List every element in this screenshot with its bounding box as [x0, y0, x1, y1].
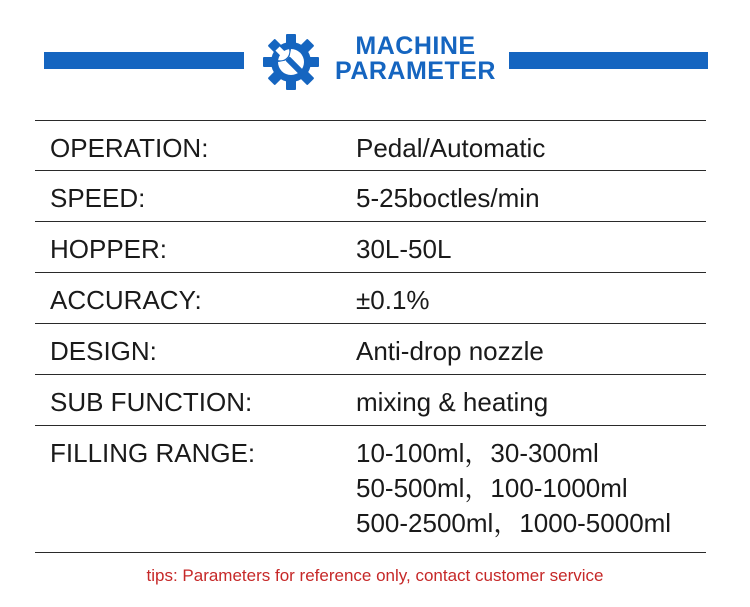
- header: [0, 0, 750, 110]
- param-value: [356, 232, 706, 267]
- param-value: [356, 334, 706, 369]
- param-value-line: Anti-drop nozzle: [356, 336, 544, 366]
- header-bar-right: [509, 52, 708, 69]
- param-label: DESIGN:: [50, 336, 157, 366]
- param-value: [356, 283, 706, 318]
- table-row: [35, 375, 706, 426]
- table-row: [35, 426, 706, 553]
- param-value: [356, 181, 706, 216]
- param-label: FILLING RANGE:: [50, 438, 256, 468]
- param-label: HOPPER:: [50, 234, 168, 264]
- param-value: [356, 436, 706, 541]
- table-row: [35, 324, 706, 375]
- table-row: [35, 273, 706, 324]
- table-row: [35, 171, 706, 222]
- gear-wrench-icon: [262, 33, 320, 91]
- param-label: OPERATION:: [50, 133, 209, 163]
- param-value-line: mixing & heating: [356, 387, 549, 417]
- page-title-line2: PARAMETER: [335, 57, 496, 85]
- table-row: [35, 120, 706, 171]
- page-title-line1: MACHINE: [355, 32, 476, 60]
- param-value-line: ±0.1%: [356, 285, 430, 315]
- param-value: [356, 131, 706, 166]
- table-row: [35, 222, 706, 273]
- param-value-line: 30L-50L: [356, 234, 452, 264]
- param-value: [356, 385, 706, 420]
- param-label: SPEED:: [50, 183, 146, 213]
- header-bar-left: [44, 52, 244, 69]
- parameter-table: [35, 120, 706, 553]
- param-value-line: 50-500ml，100-1000ml: [356, 473, 628, 503]
- param-value-line: Pedal/Automatic: [356, 133, 546, 163]
- param-label: ACCURACY:: [50, 285, 202, 315]
- param-value-line: 10-100ml，30-300ml: [356, 438, 599, 468]
- param-value-line: 5-25boctles/min: [356, 183, 540, 213]
- page-title: [328, 34, 503, 84]
- param-label: SUB FUNCTION:: [50, 387, 253, 417]
- tips-note: tips: Parameters for reference only, contact customer service: [146, 566, 604, 585]
- param-value-line: 500-2500ml，1000-5000ml: [356, 508, 672, 538]
